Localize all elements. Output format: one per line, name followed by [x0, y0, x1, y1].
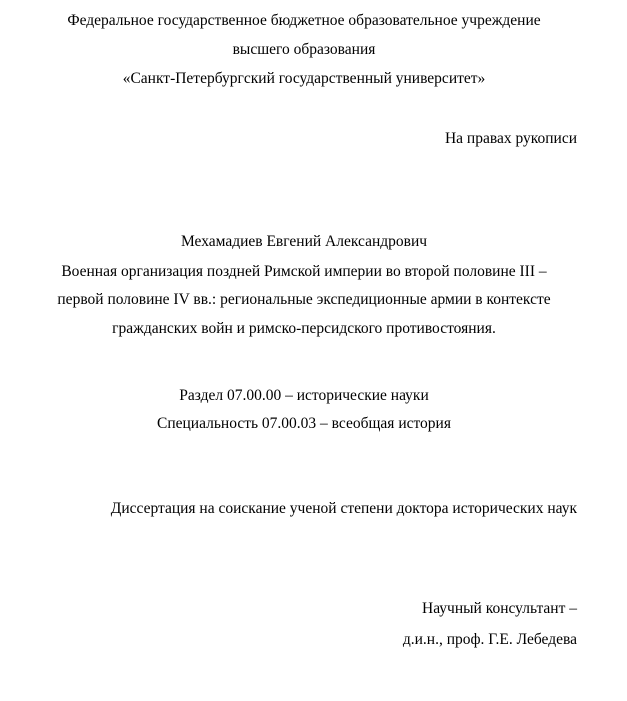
dissertation-purpose: Диссертация на соискание ученой степени доктора исторических наук	[110, 500, 577, 517]
consultant-label: Научный консультант –	[422, 600, 577, 617]
dissertation-title-line-3: гражданских войн и римско-персидского противостояния.	[112, 320, 496, 337]
institution-line-1: Федеральное государственное бюджетное образовательное учреждение	[67, 12, 541, 29]
institution-line-2: высшего образования	[232, 41, 376, 58]
section-code: Раздел 07.00.00 – исторические науки	[179, 387, 429, 404]
consultant-name: д.и.н., проф. Г.Е. Лебедева	[402, 631, 577, 648]
author-name: Мехамадиев Евгений Александрович	[180, 233, 428, 250]
specialty-code: Специальность 07.00.03 – всеобщая история	[156, 415, 451, 432]
dissertation-title-line-1: Военная организация поздней Римской империи во второй половине III –	[61, 263, 547, 280]
institution-name: «Санкт-Петербургский государственный университет»	[122, 70, 486, 87]
manuscript-rights-note: На правах рукописи	[444, 130, 577, 147]
dissertation-title-line-2: первой половине IV вв.: региональные экспедиционные армии в контексте	[57, 291, 551, 308]
